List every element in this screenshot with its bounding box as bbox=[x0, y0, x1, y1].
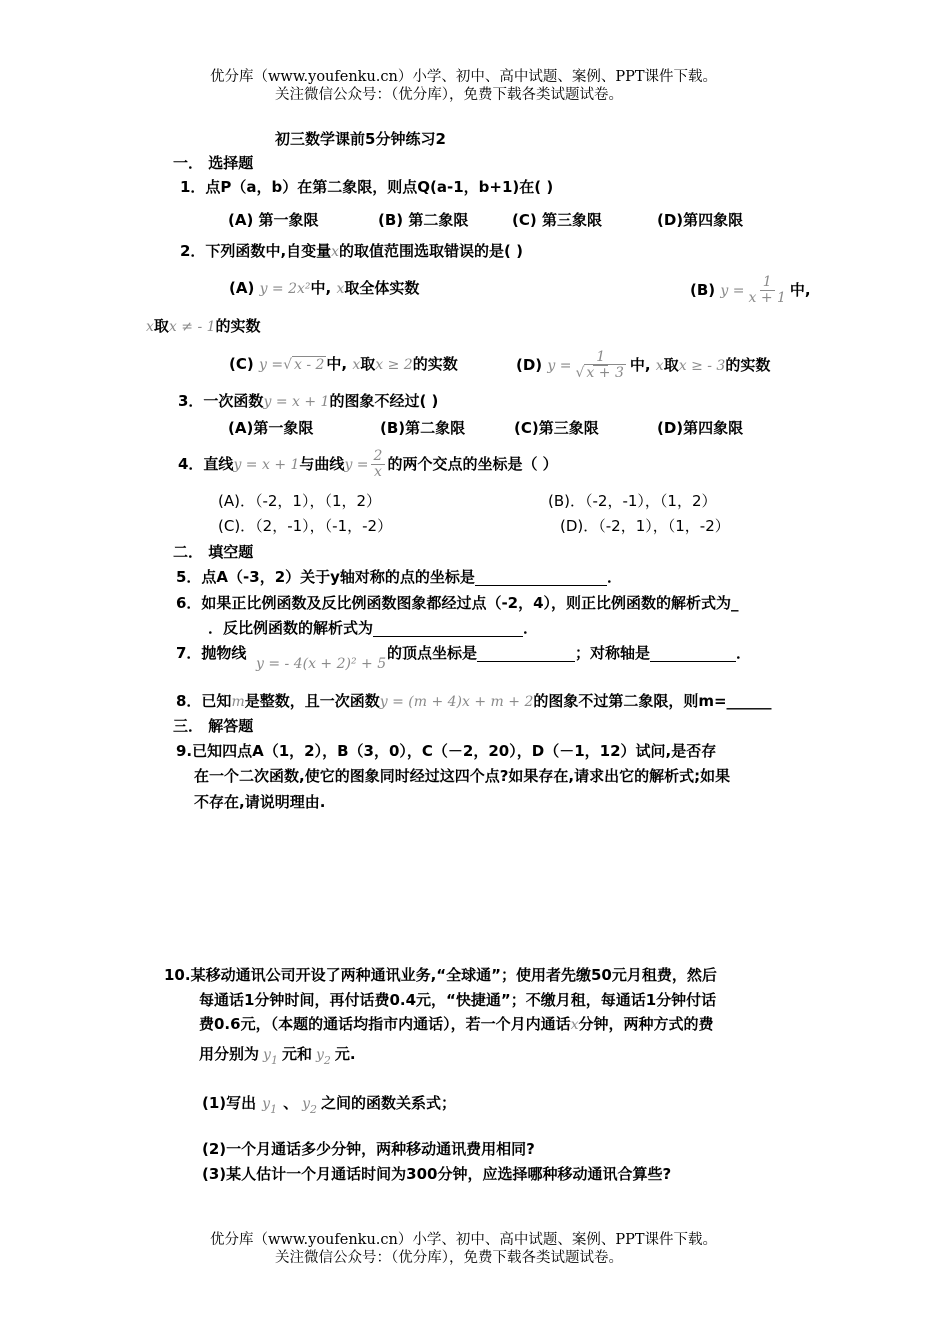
section-heading-solve: 三． 解答题 bbox=[173, 717, 254, 735]
question-9-line-1: 9.已知四点A（1，2），B（3，0），C（－2，20），D（－1，12）试问,是否存 bbox=[176, 742, 717, 760]
question-3-option-c: (C)第三象限 bbox=[514, 419, 599, 437]
question-1-option-d: (D)第四象限 bbox=[657, 211, 744, 229]
question-1-option-c: (C) 第三象限 bbox=[512, 211, 602, 229]
question-10-part-1: (1)写出 $y_1$ 、 $y_2$ 之间的函数关系式； bbox=[202, 1094, 457, 1116]
page-title: 初三数学课前5分钟练习2 bbox=[275, 130, 446, 148]
answer-blank bbox=[650, 646, 736, 662]
question-4-option-a: (A)．（-2，1），（1，2） bbox=[218, 492, 382, 510]
footer-line-1: 优分库（www.youfenku.cn）小学、初中、高中试题、案例、PPT课件下载。 bbox=[210, 1232, 718, 1248]
question-3-stem: 3．一次函数y = x + 1的图象不经过( ) bbox=[178, 392, 439, 410]
question-9-line-3: 不存在,请说明理由. bbox=[194, 793, 326, 811]
question-7-formula: y = - 4(x + 2)² + 5 bbox=[256, 656, 387, 672]
section-heading-choice: 一． 选择题 bbox=[173, 154, 254, 172]
question-5: 5．点A（-3，2）关于y轴对称的点的坐标是 ． bbox=[176, 568, 622, 586]
question-1-option-a: (A) 第一象限 bbox=[228, 211, 319, 229]
answer-blank bbox=[475, 570, 607, 586]
formula: y = 2x² bbox=[259, 281, 311, 297]
question-1-stem: 1．点P（a，b）在第二象限，则点Q(a-1，b+1)在( ) bbox=[180, 178, 554, 196]
fraction: $\frac{1}{√ x + 3}$ bbox=[575, 349, 624, 381]
header-line-2: 关注微信公众号：（优分库），免费下载各类试题试卷。 bbox=[275, 87, 623, 103]
question-9-line-2: 在一个二次函数,使它的图象同时经过这四个点?如果存在,请求出它的解析式;如果 bbox=[194, 767, 731, 785]
fraction: $\frac{1}{x + 1}$ bbox=[748, 274, 786, 306]
question-6-line-1: 6．如果正比例函数及反比例函数图象都经过点（-2，4），则正比例函数的解析式为_ bbox=[176, 594, 739, 612]
fraction: $\frac{2}{x}$ bbox=[371, 449, 386, 480]
answer-blank bbox=[477, 646, 575, 662]
question-3-option-b: (B)第二象限 bbox=[380, 419, 466, 437]
question-1-option-b: (B) 第二象限 bbox=[378, 211, 469, 229]
header-line-1: 优分库（www.youfenku.cn）小学、初中、高中试题、案例、PPT课件下载。 bbox=[210, 69, 718, 85]
question-10-line-4: 用分别为 $y_1$ 元和 $y_2$ 元. bbox=[199, 1045, 356, 1067]
question-10-part-3: (3)某人估计一个月通话时间为300分钟，应选择哪种移动通讯合算些? bbox=[202, 1165, 672, 1183]
question-4-stem: 4．直线y = x + 1与曲线y = $\frac{2}{x}$ 的两个交点的坐标是（ ） bbox=[178, 448, 558, 480]
question-10-part-2: (2)一个月通话多少分钟，两种移动通讯费用相同? bbox=[202, 1140, 535, 1158]
section-heading-fill: 二． 填空题 bbox=[173, 543, 254, 561]
question-3-option-d: (D)第四象限 bbox=[657, 419, 744, 437]
question-3-option-a: (A)第一象限 bbox=[228, 419, 314, 437]
question-2-option-b-continued: x取x ≠ - 1的实数 bbox=[146, 317, 261, 335]
question-10-line-3: 费0.6元，（本题的通话均指市内通话），若一个月内通话x分钟，两种方式的费 bbox=[199, 1015, 714, 1033]
question-10-line-1: 10.某移动通讯公司开设了两种通讯业务,“全球通”；使用者先缴50元月租费，然后 bbox=[164, 966, 717, 984]
question-4-option-d: (D)．（-2，1），（1，-2） bbox=[560, 517, 730, 535]
question-2-option-d: (D) y = $\frac{1}{√ x + 3}$ 中, x取x ≥ - 3的实数 bbox=[516, 349, 771, 381]
question-8: 8．已知m是整数，且一次函数y = (m + 4)x + m + 2的图象不过第二象限，则m=______ bbox=[176, 692, 772, 710]
question-4-option-c: (C)．（2，-1），（-1，-2） bbox=[218, 517, 393, 535]
question-2-stem: 2．下列函数中,自变量x的取值范围选取错误的是( ) bbox=[180, 242, 523, 260]
answer-blank bbox=[373, 621, 523, 637]
radical: x - 2 bbox=[293, 357, 325, 373]
question-4-option-b: (B)．（-2，-1），（1，2） bbox=[548, 492, 717, 510]
footer-line-2: 关注微信公众号：（优分库），免费下载各类试题试卷。 bbox=[275, 1250, 623, 1266]
question-2-option-b: (B) y = $\frac{1}{x + 1}$ 中, bbox=[690, 274, 811, 306]
question-2-option-a: (A) y = 2x²中, x取全体实数 bbox=[229, 279, 420, 297]
question-7-continued: 的顶点坐标是 ；对称轴是 ． bbox=[387, 644, 752, 662]
question-6-line-2: ．反比例函数的解析式为 ． bbox=[208, 619, 539, 637]
question-2-option-c: (C) y =√ x - 2 中, x取x ≥ 2的实数 bbox=[229, 355, 458, 373]
question-7: 7．抛物线 bbox=[176, 644, 247, 662]
question-10-line-2: 每通话1分钟时间，再付话费0.4元，“快捷通”；不缴月租，每通话1分钟付话 bbox=[199, 991, 717, 1009]
